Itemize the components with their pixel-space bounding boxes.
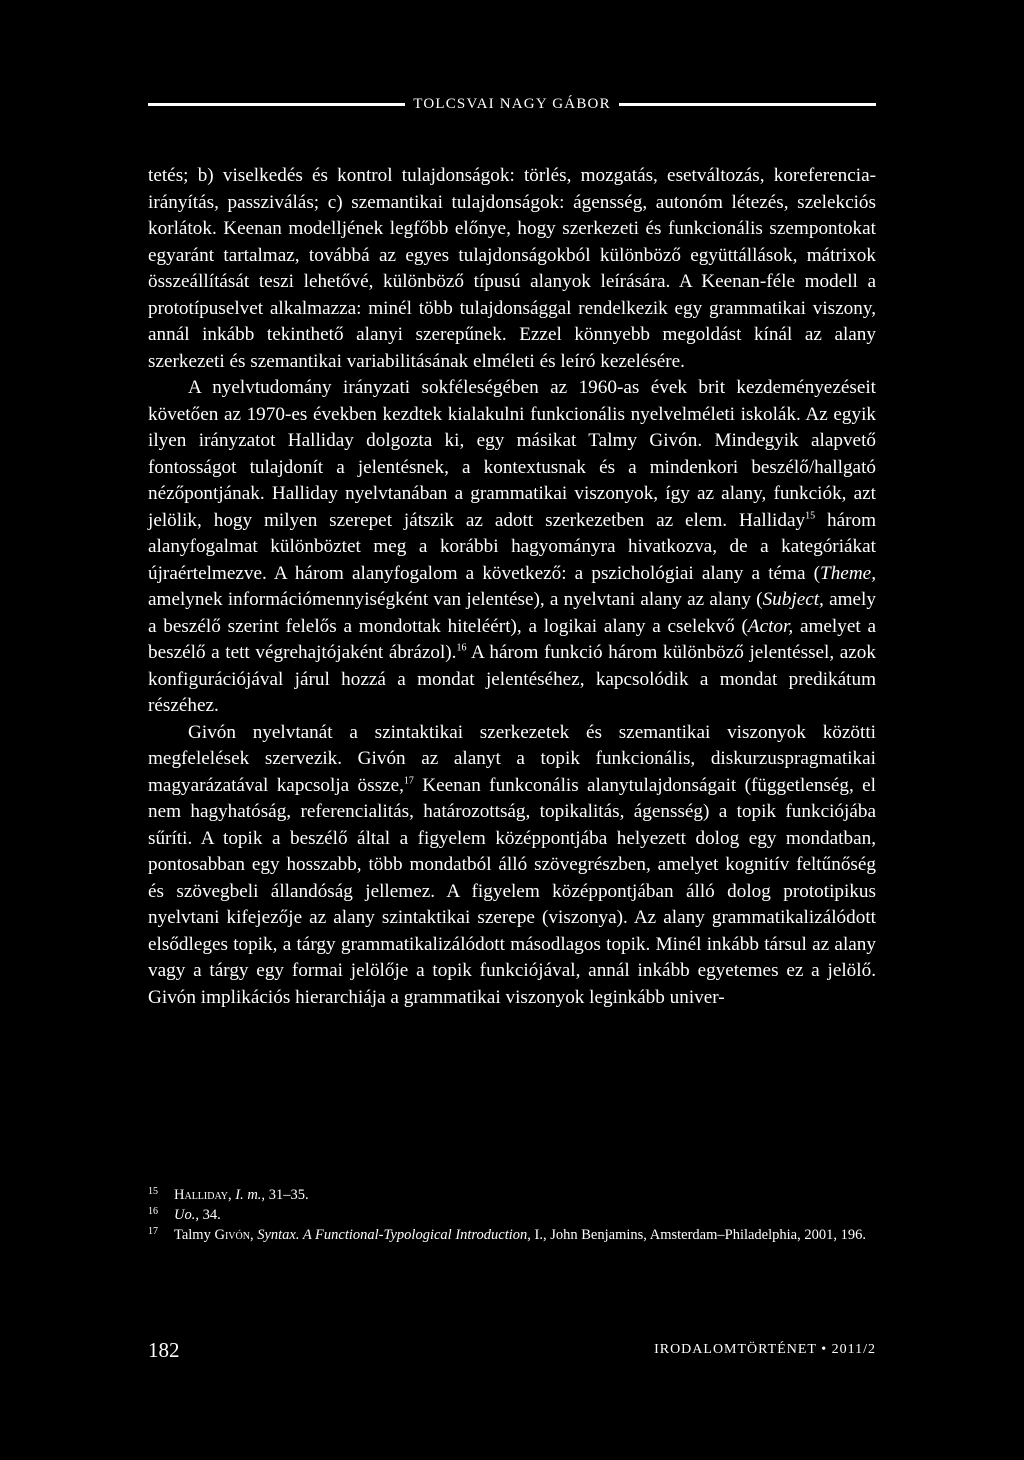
footnote-author: Givón — [214, 1227, 250, 1243]
footnote-publication: I., John Benjamins, Amsterdam–Philadelphia, 2001, 196. — [530, 1227, 866, 1243]
paragraph-3-text-b: Keenan funkconális alanytulajdonságait (függetlenség, el nem hagyhatóság, referencialitás, határozottság, topikalitás, ágensség) a topik funkciójába sűríti. A topik a beszélő által a figyelem középpontjába helyezett dolog egy mondatban, pontosabban egy hosszabb, több mondatból álló szövegrészben, amelyet kognitív feltűnőség és szövegbeli állandóság jellemez. A figyelem középpontjában álló dolog prototipikus nyelvtani kifejezője az alany szintaktikai szerepe (viszonya). Az alany grammatikalizálódott elsődleges topik, a tárgy grammatikalizálódott másodlagos topik. Minél inkább társul az alany vagy a tárgy egy formai jelölője a topik funkciójával, annál inkább egyetemes ez a jelölő. Givón implikációs hierarchiája a grammatikai viszonyok leginkább univer- — [148, 774, 876, 1008]
header-rule-right — [619, 103, 876, 106]
footnote-author: Halliday — [174, 1187, 228, 1203]
term-actor: Actor, — [747, 615, 794, 637]
footnote-number: 16 — [148, 1206, 158, 1217]
footnote-number: 15 — [148, 1186, 158, 1197]
paragraph-2-text-c: amelynek információmennyiségként van jelentése), a nyelvtani alany az alany ( — [148, 589, 763, 610]
paragraph-3-text-a: Givón nyelvtanát a szintaktikai szerkezetek és szemantikai viszonyok közötti megfelelések szervezik. Givón az alanyt a topik funkcionális, diskurzuspragmatikai magyarázatával kapcsolja össze, — [148, 721, 876, 796]
paragraph-2-text-d: amely a beszélő szerint felelős a mondottak hiteléért), a logikai alany a cselekvő ( — [148, 589, 876, 637]
term-subject: Subject, — [762, 589, 824, 610]
footnote-15 — [148, 1185, 876, 1205]
footnote-pages: 34. — [198, 1207, 221, 1223]
paragraph-3 — [148, 720, 876, 1012]
footnote-work: I. m., — [235, 1187, 266, 1203]
footnote-ref-16[interactable]: 16 — [456, 642, 467, 654]
paragraph-1-text: tetés; b) viselkedés és kontrol tulajdonságok: törlés, mozgatás, esetváltozás, koreferencia-irányítás, passziválás; c) szemantikai tulajdonságok: ágensség, autonóm létezés, szelekciós korlátok. Keenan modelljének legfőbb előnye, hogy szerkezeti és funkcionális szempontokat egyaránt tartalmaz, továbbá az egyes tulajdonságokból különböző együttállások, mátrixok összeállítását teszi lehetővé, különböző típusú alanyok leírására. A Keenan-féle modell a prototípuselvet alkalmazza: minél több tulajdonsággal rendelkezik egy grammatikai viszony, annál inkább tekinthető alanyi szerepűnek. Ezzel könnyebb megoldást kínál az alany szerkezeti és szemantikai variabilitásának elméleti és leíró kezelésére. — [148, 165, 876, 372]
running-head — [148, 92, 876, 116]
paragraph-2-text-a: A nyelvtudomány irányzati sokféleségében az 1960-as évek brit kezdeményezéseit követően az 1970-es években kezdtek kialakulni funkcionális nyelvelméleti iskolák. Az egyik ilyen irányzatot Halliday dolgozta ki, egy másikat Talmy Givón. Mindegyik alapvető fontosságot tulajdonít a jelentésnek, a kontextusnak és a mindenkori beszélő/hallgató nézőpontjának. Halliday nyelvtanában a grammatikai viszonyok, így az alany, funkciók, azt jelölik, hogy milyen szerepet játszik az adott szerkezetben az elem. Halliday — [148, 377, 876, 531]
footnote-16 — [148, 1205, 876, 1225]
footnotes — [148, 1185, 876, 1245]
footnote-author-first: Talmy — [174, 1227, 215, 1243]
paragraph-2-text-f: A három funkció három különböző jelentéssel, azok konfigurációjával járul hozzá a mondat jelentéséhez, kapcsolódik a mondat predikátum részéhez. — [148, 642, 876, 716]
paragraph-1 — [148, 163, 876, 375]
footnote-ref-15[interactable]: 15 — [805, 510, 816, 522]
body-text — [148, 163, 876, 1011]
footnote-pages: 31–35. — [265, 1187, 309, 1203]
footnote-number: 17 — [148, 1226, 158, 1237]
paragraph-2 — [148, 375, 876, 720]
footnote-work: Uo., — [174, 1207, 199, 1223]
footnote-work: Syntax. A Functional-Typological Introduction, — [257, 1227, 531, 1243]
footnote-17 — [148, 1225, 876, 1245]
page-number: 182 — [148, 1337, 180, 1362]
paragraph-2-text-e: amelyet a beszélő a tett végrehajtójaként ábrázol). — [148, 615, 876, 663]
footnote-ref-17[interactable]: 17 — [403, 775, 414, 787]
term-theme: Theme, — [820, 562, 876, 584]
footnote-separator: , — [228, 1187, 236, 1203]
header-rule-left — [148, 103, 405, 106]
page-footer — [148, 1335, 876, 1365]
journal-issue: IRODALOMTÖRTÉNET • 2011/2 — [654, 1342, 876, 1357]
running-title: TOLCSVAI NAGY GÁBOR — [413, 95, 611, 112]
paragraph-2-text-b: három alanyfogalmat különböztet meg a korábbi hagyományra hivatkozva, de a kategóriákat újraértelmezve. A három alanyfogalom a következő: a pszichológiai alany a téma ( — [148, 509, 876, 584]
footnote-separator: , — [249, 1227, 258, 1243]
